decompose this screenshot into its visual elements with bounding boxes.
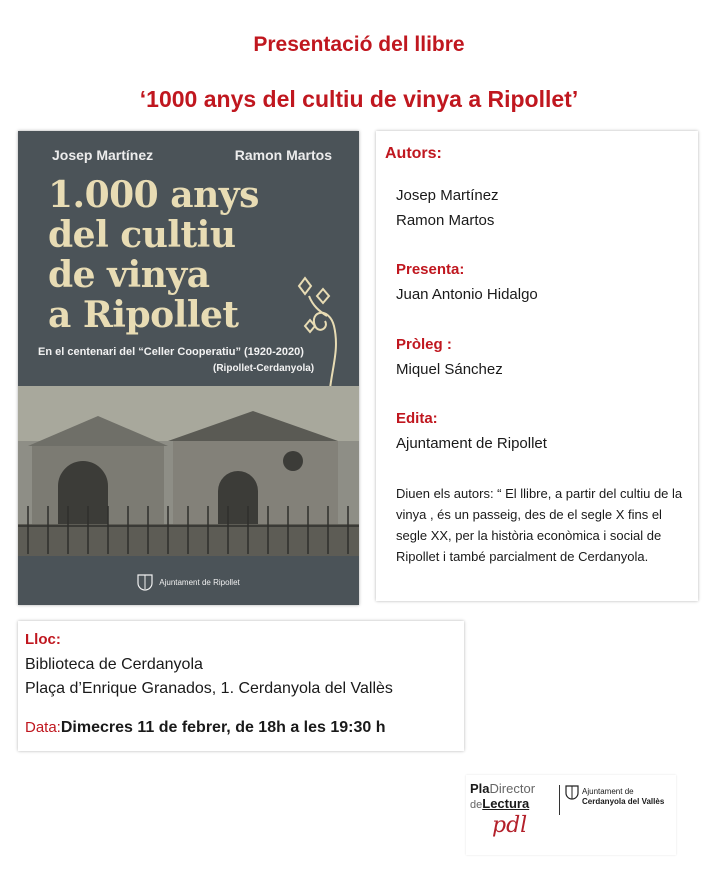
place-name: Biblioteca de Cerdanyola xyxy=(25,656,203,673)
cover-title-line: a Ripollet xyxy=(48,294,239,336)
cover-authors xyxy=(52,147,332,163)
date-value: Dimecres 11 de febrer, de 18h a les 19:30 h xyxy=(60,719,386,736)
presenter-label: Presenta: xyxy=(396,261,465,278)
cover-title-line: de vinya xyxy=(48,254,210,296)
prologue-author: Miquel Sánchez xyxy=(396,361,503,378)
cover-subtitle: En el centenari del “Celler Cooperatiu” (1920-2020) xyxy=(38,346,304,358)
logo-divider xyxy=(559,785,560,815)
place-address: Plaça d’Enrique Granados, 1. Cerdanyola del Vallès xyxy=(25,680,393,697)
director-logo-text: Director xyxy=(489,781,536,796)
publisher-name: Ajuntament de Ripollet xyxy=(396,435,547,452)
cover-subtitle-2: (Ripollet-Cerdanyola) xyxy=(213,363,315,374)
poster-title: Presentació del llibre xyxy=(253,33,465,56)
presenter-name: Juan Antonio Hidalgo xyxy=(396,286,538,303)
lectura-logo-text: Lectura xyxy=(482,796,530,811)
ajuntament-cerdanyola-logo xyxy=(582,787,664,807)
cover-title-line: 1.000 anys xyxy=(48,174,259,216)
authors-quote: Diuen els autors: “ El llibre, a partir del cultiu de la vinya , és un passeig, des de el segle X fins el segle XX, per la història econòmica i social de Ripollet i també parcialment de Cerdanyola. xyxy=(396,486,683,564)
authors-label: Autors: xyxy=(385,145,442,162)
date-row xyxy=(25,719,386,737)
author-1: Josep Martínez xyxy=(396,187,499,204)
cover-title-line: del cultiu xyxy=(48,214,236,256)
cerdanyola-coat-of-arms-icon xyxy=(565,785,579,801)
book-title-heading: ‘1000 anys del cultiu de vinya a Ripollet’ xyxy=(139,86,579,112)
ajuntament-logo-line-2: Cerdanyola del Vallès xyxy=(582,797,665,806)
info-card xyxy=(376,131,698,601)
cover-publisher xyxy=(18,573,359,591)
cover-publisher-label: Ajuntament de Ripollet xyxy=(159,577,240,587)
book-cover xyxy=(18,131,359,605)
place-label: Lloc: xyxy=(25,631,61,648)
cover-author-2: Ramon Martos xyxy=(234,147,332,163)
pla-director-lectura-logo xyxy=(470,781,560,839)
coat-of-arms-icon xyxy=(137,573,153,591)
ajuntament-logo-line-1: Ajuntament de xyxy=(582,787,634,796)
sponsor-logos xyxy=(466,775,676,855)
publisher-label: Edita: xyxy=(396,410,438,427)
author-2: Ramon Martos xyxy=(396,212,495,229)
pdl-script-logo: pdl xyxy=(492,813,528,838)
prologue-label: Pròleg : xyxy=(396,336,452,353)
cellar-photo xyxy=(18,386,359,556)
event-card xyxy=(18,621,464,751)
cover-author-1: Josep Martínez xyxy=(52,147,154,163)
de-logo-text: de xyxy=(470,799,483,811)
date-label: Data: xyxy=(25,719,61,736)
pla-logo-text: Pla xyxy=(470,781,490,796)
